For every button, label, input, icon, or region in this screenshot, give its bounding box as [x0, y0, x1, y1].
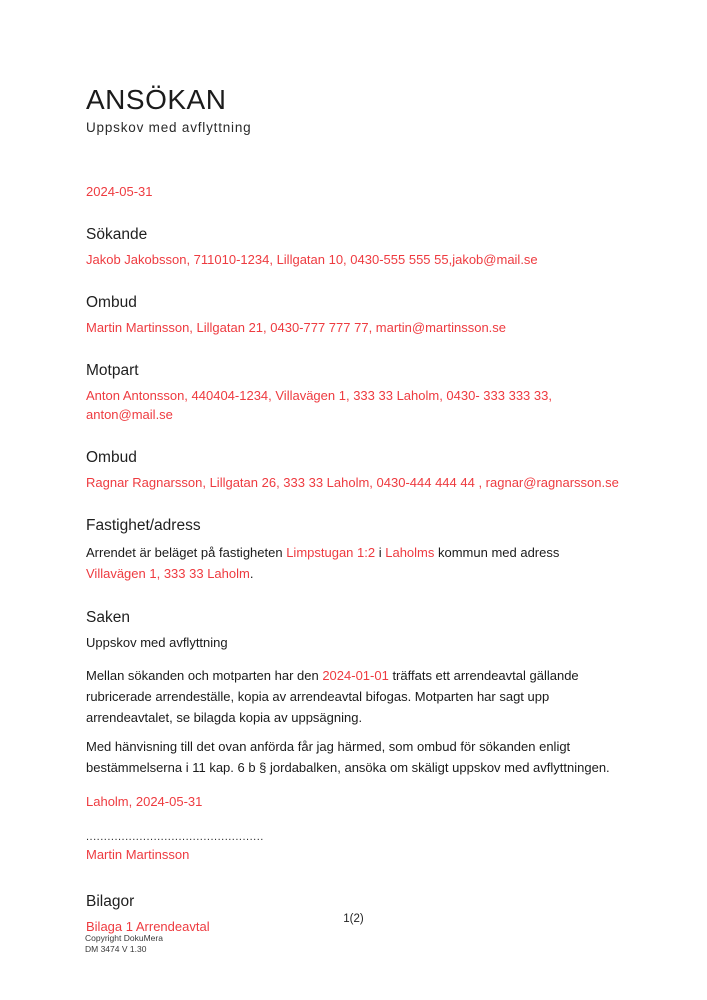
section-heading-ombud-2: Ombud: [86, 449, 137, 466]
section-ombud-2: [86, 448, 620, 492]
signature-name: Martin Martinsson: [86, 847, 190, 862]
property-municipality: Laholms: [385, 545, 435, 560]
section-fastighet: [86, 516, 620, 584]
copyright-line-1: Copyright DokuMera: [85, 933, 163, 943]
section-heading-bilagor: Bilagor: [86, 893, 135, 910]
signature-place-date: Laholm, 2024-05-31: [86, 794, 203, 809]
document-date: 2024-05-31: [86, 184, 153, 199]
attachment-item: Bilaga 1 Arrendeavtal: [86, 919, 210, 934]
section-heading-sokande: Sökande: [86, 226, 148, 243]
party-details-motpart: Anton Antonsson, 440404-1234, Villavägen 1, 333 33 Laholm, 0430- 333 333 33, anton@mail.se: [86, 388, 552, 422]
matter-subject: Uppskov med avflyttning: [86, 635, 228, 650]
para1-text-2: träffats ett arrendeavtal gällande rubricerade arrendeställe, kopia av arrendeavtal bifogas. Motparten har sagt upp arrendeavtalet, se bilagda kopia av uppsägning.: [86, 668, 579, 725]
matter-paragraph-1: [86, 665, 620, 728]
party-details-ombud-2: Ragnar Ragnarsson, Lillgatan 26, 333 33 Laholm, 0430-444 444 44 , ragnar@ragnarsson.se: [86, 475, 619, 490]
party-details-sokande: Jakob Jakobsson, 711010-1234, Lillgatan 10, 0430-555 555 55,jakob@mail.se: [86, 252, 538, 267]
page-number: 1(2): [343, 913, 364, 925]
property-address: Villavägen 1, 333 33 Laholm: [86, 566, 250, 581]
section-heading-fastighet: Fastighet/adress: [86, 517, 201, 534]
para1-agreement-date: 2024-01-01: [322, 668, 389, 683]
document-title: ANSÖKAN: [86, 84, 227, 115]
section-heading-ombud-1: Ombud: [86, 294, 137, 311]
signature-dotted-line: ..................................................: [86, 831, 264, 843]
property-text-1: Arrendet är beläget på fastigheten: [86, 545, 287, 560]
matter-paragraph-2: Med hänvisning till det ovan anförda får jag härmed, som ombud för sökanden enligt bestämmelserna i 11 kap. 6 b § jordabalken, ansöka om skäligt uppskov med avflyttningen.: [86, 739, 610, 775]
property-text-3: kommun med adress: [434, 545, 560, 560]
section-saken: [86, 608, 620, 778]
section-heading-saken: Saken: [86, 609, 130, 626]
section-motpart: [86, 361, 620, 424]
copyright-notice: [85, 933, 163, 955]
party-details-ombud-1: Martin Martinsson, Lillgatan 21, 0430-777 777 77, martin@martinsson.se: [86, 320, 507, 335]
section-ombud-1: [86, 293, 620, 337]
copyright-line-2: DM 3474 V 1.30: [85, 944, 147, 954]
property-designation: Limpstugan 1:2: [286, 545, 376, 560]
para1-text-1: Mellan sökanden och motparten har den: [86, 668, 323, 683]
property-text-4: .: [249, 566, 254, 581]
section-sokande: [86, 225, 620, 269]
property-text-2: i: [375, 545, 386, 560]
section-heading-motpart: Motpart: [86, 362, 139, 379]
property-description: [86, 542, 620, 584]
document-subtitle: Uppskov med avflyttning: [86, 120, 252, 135]
